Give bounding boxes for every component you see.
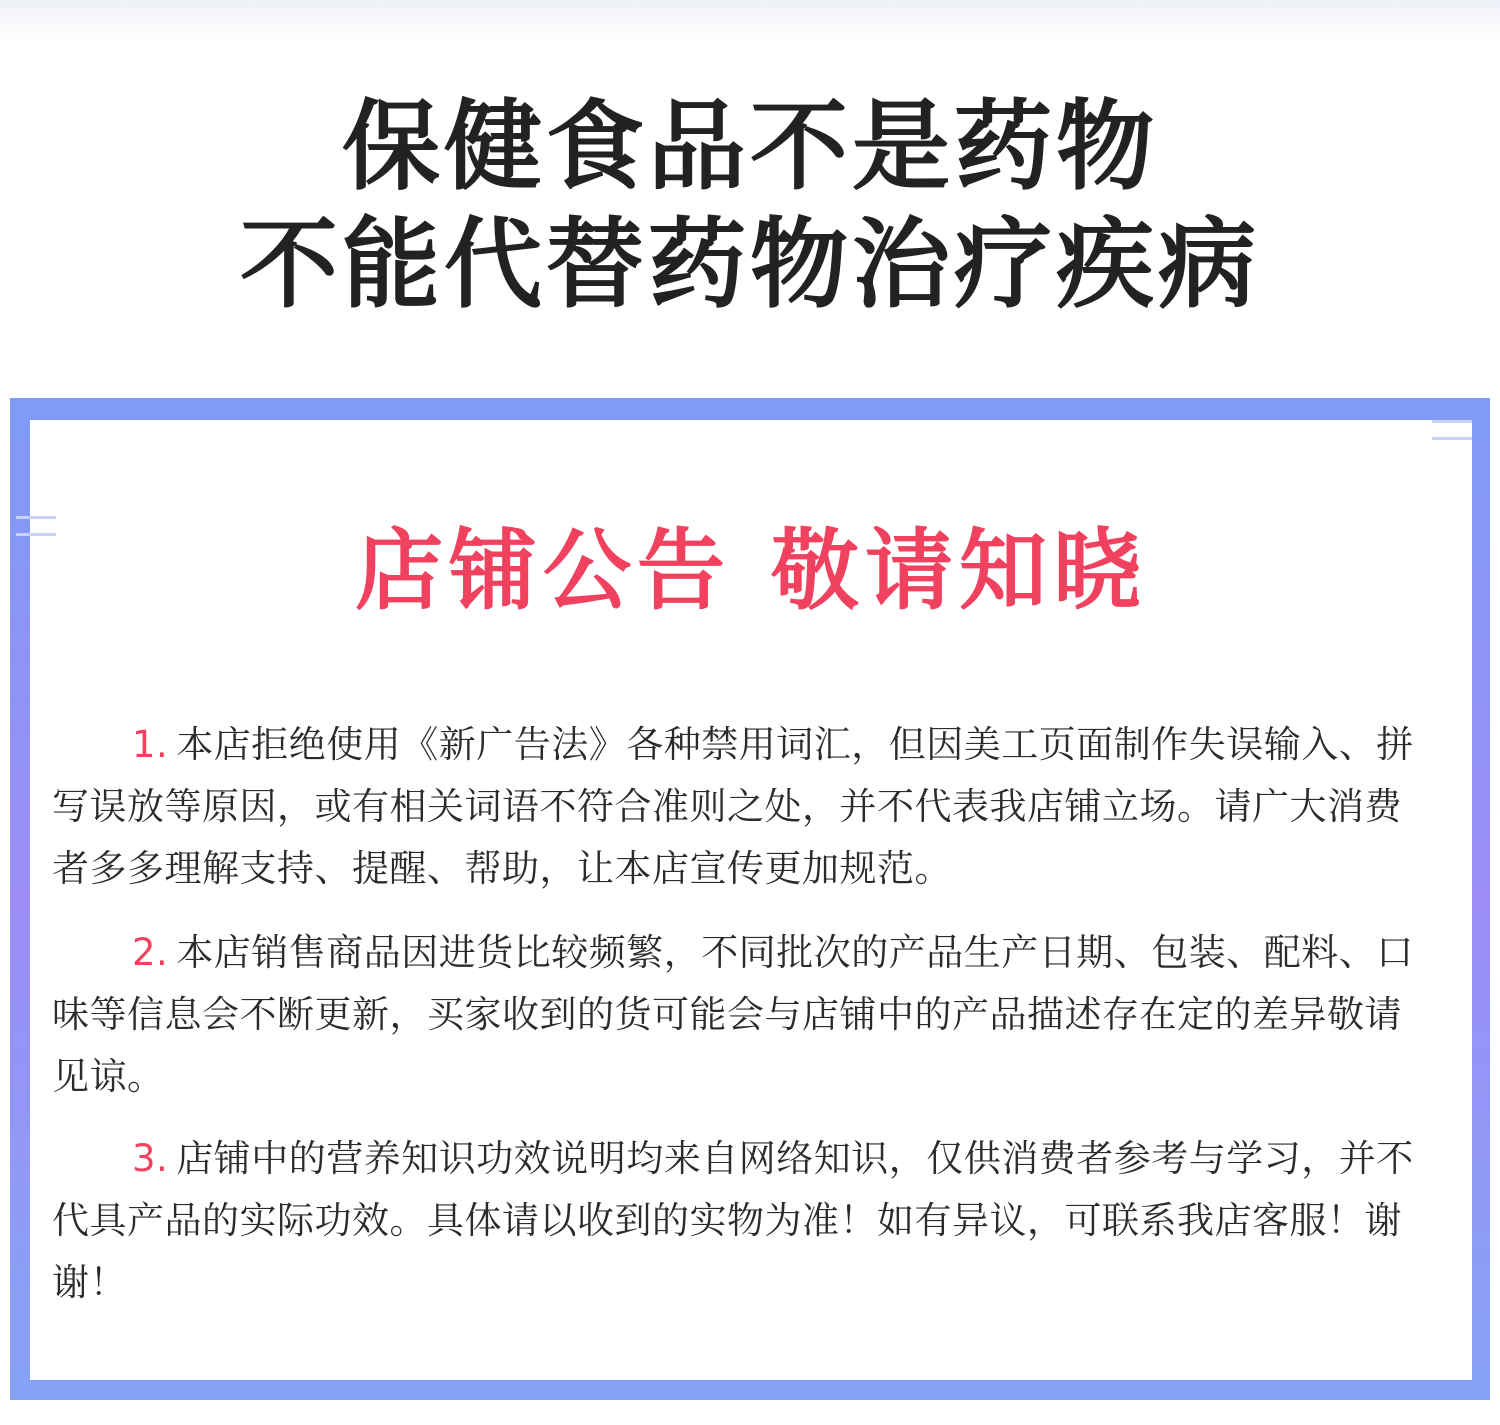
notice-item-number: 3. — [132, 1137, 169, 1180]
notice-items — [52, 714, 1432, 1314]
warning-line-1: 保健食品不是药物 — [341, 90, 1158, 204]
notice-item-text: 本店销售商品因进货比较频繁，不同批次的产品生产日期、包装、配料、口味等信息会不断更新，买家收到的货可能会与店铺中的产品描述存在定的差异敬请见谅。 — [52, 931, 1414, 1098]
top-shadow-band — [0, 0, 1500, 40]
notice-item-number: 1. — [132, 723, 169, 766]
notice-item-text: 店铺中的营养知识功效说明均来自网络知识，仅供消费者参考与学习，并不代具产品的实际功效。具体请以收到的实物为准！如有异议，可联系我店客服！谢谢！ — [52, 1137, 1414, 1304]
notice-item-1 — [52, 714, 1432, 900]
warning-line-2: 不能代替药物治疗疾病 — [239, 208, 1260, 322]
notice-item-text: 本店拒绝使用《新广告法》各种禁用词汇，但因美工页面制作失误输入、拼写误放等原因，或有相关词语不符合准则之处，并不代表我店铺立场。请广大消费者多多理解支持、提醒、帮助，让本店宣传更加规范。 — [52, 723, 1414, 890]
health-food-warning — [0, 88, 1500, 324]
notice-title — [30, 516, 1472, 626]
notice-title-part-1: 店铺公告 — [354, 519, 731, 622]
notice-item-2 — [52, 922, 1432, 1108]
notice-item-3 — [52, 1128, 1432, 1314]
notice-title-part-2: 敬请知晓 — [771, 519, 1148, 622]
notice-item-number: 2. — [132, 931, 169, 974]
double-line-decoration-top-right — [1432, 420, 1472, 440]
store-notice-panel — [30, 420, 1472, 1380]
store-notice-frame — [10, 398, 1490, 1400]
